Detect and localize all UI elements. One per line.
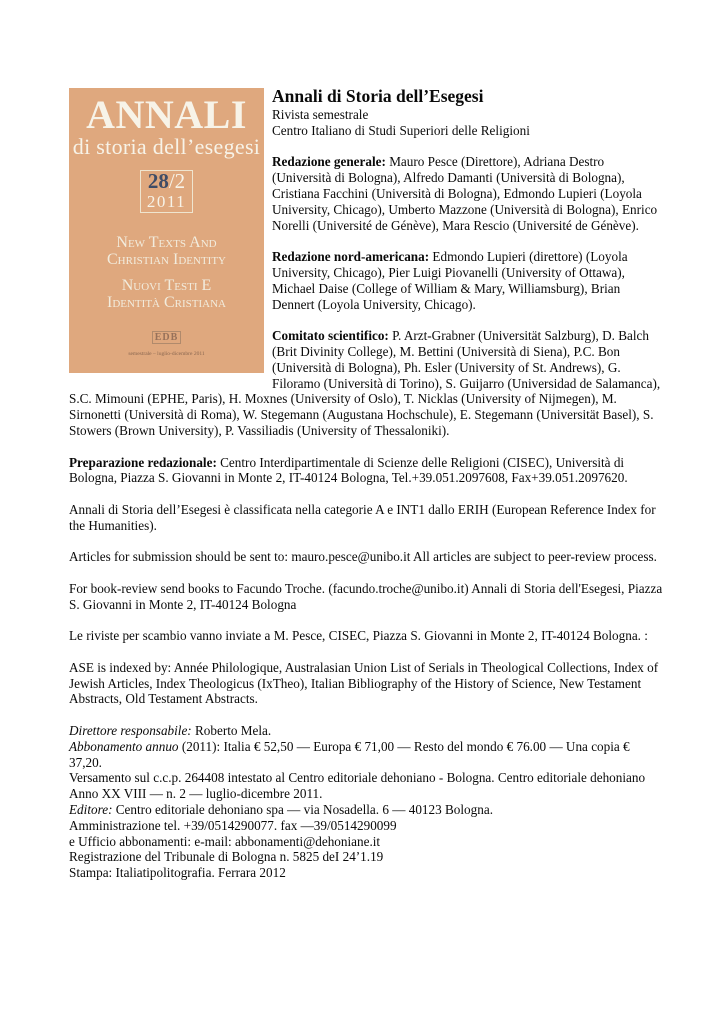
paragraph-label-comitato-scientifico: Comitato scientifico: [272, 328, 389, 344]
paragraph-text-preparazione-redazionale: Centro Interdipartimentale di Scienze delle Religioni (CISEC), Università di Bologna, Piazza S. Giovanni in Monte 2, IT-40124 Bologna, Tel.+39.051.2097608, Fax+39.051.2097620. [69, 454, 628, 486]
colophon-versamento: Versamento sul c.c.p. 264408 intestato al Centro editoriale dehoniano - Bologna. Centro editoriale dehoniano [69, 770, 646, 786]
paragraph-label-redazione-generale: Redazione generale: [272, 154, 386, 170]
journal-title: Annali di Storia dell’Esegesi [272, 86, 484, 106]
cover-issue-line [147, 171, 186, 192]
paragraph-erih-classification: Annali di Storia dell’Esegesi è classificata nella categorie A e INT1 dallo ERIH (European Reference Index for the Humanities). [69, 501, 656, 533]
paragraph-book-review: For book-review send books to Facundo Troche. (facundo.troche@unibo.it) Annali di Storia dell'Esegesi, Piazza S. Giovanni in Monte 2, IT-40124 Bologna [69, 580, 663, 612]
colophon-ufficio-abbonamenti: e Ufficio abbonamenti: e-mail: abbonamenti@dehoniane.it [69, 833, 381, 849]
paragraph-riviste-scambio: Le riviste per scambio vanno inviate a M. Pesce, CISEC, Piazza S. Giovanni in Monte 2, IT-40124 Bologna. : [69, 628, 648, 644]
colophon-anno: Anno XX VIII — n. 2 — luglio-dicembre 2011. [69, 786, 323, 802]
cover-theme-english-line2: Christian Identity [107, 250, 226, 268]
colophon-stampa: Stampa: Italiatipolitografia. Ferrara 2012 [69, 865, 286, 881]
colophon-label-direttore: Direttore responsabile: [69, 723, 192, 739]
journal-subtitle-frequency: Rivista semestrale [272, 107, 369, 122]
cover-issue-number: 28 [147, 169, 169, 194]
paragraph-article-submission: Articles for submission should be sent to: mauro.pesce@unibo.it All articles are subject to peer-review process. [69, 549, 657, 565]
cover-masthead: ANNALI [86, 92, 247, 137]
publisher-logo-edb: EDB [152, 331, 182, 344]
journal-subtitle-institution: Centro Italiano di Studi Superiori delle Religioni [272, 122, 530, 138]
paragraph-text-redazione-generale: Mauro Pesce (Direttore), Adriana Destro (Università di Bologna), Alfredo Damanti (Università di Bologna), Cristiana Facchini (Università di Bologna), Edmondo Lupieri (Loyola University, Chicago), Umberto Mazzone (Università di Bologna), Enrico Norelli (Université de Génève), Mara Rescio (Université de Génève). [272, 154, 658, 233]
paragraph-indexing: ASE is indexed by: Année Philologique, Australasian Union List of Serials in Theological Collections, Index of Jewish Articles, Index Theologicus (IxTheo), Italian Bibliography of the History of Science, New Testament Abstracts, Old Testament Abstracts. [69, 659, 659, 707]
colophon-editore [69, 802, 663, 818]
colophon-abbonamento [69, 739, 663, 771]
paragraph-preparazione-redazionale [69, 455, 663, 487]
cover-theme-italian-line2: Identità Cristiana [107, 293, 226, 311]
paragraph-text-comitato-scientifico: P. Arzt-Grabner (Universität Salzburg), D. Balch (Brit Divinity College), M. Bettini (Università di Siena), P.C. Bon (Università di Bologna), Ph. Esler (University of St. Andrews), G. Filoramo (Università di Torino), S. Guijarro (Universidad de Salamanca), S.C. Mimouni (EPHE, Paris), H. Moxnes (University of Oslo), T. Nicklas (University of Nijmegen), M. Sirnonetti (Università di Roma), W. Stegemann (Augustana Hochschule), E. Stegemann (Universität Basel), S. Stowers (Brown University), P. Vassiliadis (University of Thessaloniki). [69, 328, 661, 438]
cover-theme-italian-line1: Nuovi Testi E [121, 276, 212, 294]
cover-theme-english [69, 234, 264, 268]
cover-issue-part: /2 [168, 169, 186, 194]
cover-issue-year: 2011 [146, 191, 187, 211]
colophon-label-abbonamento: Abbonamento annuo [69, 738, 179, 754]
cover-footer [69, 328, 264, 362]
colophon-registrazione: Registrazione del Tribunale di Bologna n. 5825 deI 24’1.19 [69, 849, 384, 865]
cover-theme-italian [69, 277, 264, 311]
colophon-text-direttore: Roberto Mela. [191, 723, 272, 739]
cover-issue-box [140, 170, 193, 213]
paragraph-text-redazione-nord-americana: Edmondo Lupieri (direttore) (Loyola University, Chicago), Pier Luigi Piovanelli (University of Ottawa), Michael Daise (College of William & Mary, Williamsburg), Brian Dennert (Loyola University, Chicago). [272, 249, 628, 312]
paragraph-label-preparazione-redazionale: Preparazione redazionale: [69, 454, 217, 470]
colophon-text-editore: Centro editoriale dehoniano spa — via Nosadella. 6 — 40123 Bologna. [112, 802, 493, 818]
colophon [69, 723, 663, 881]
cover-masthead-subtitle: di storia dell’esegesi [72, 134, 261, 159]
colophon-amministrazione: Amministrazione tel. +39/0514290077. fax —39/0514290099 [69, 817, 397, 833]
cover-theme-english-line1: New Texts And [116, 233, 217, 251]
colophon-label-editore: Editore: [69, 802, 113, 818]
journal-cover [69, 88, 264, 373]
colophon-direttore [69, 723, 663, 739]
cover-imprint: semestrale – luglio-dicembre 2011 [128, 350, 205, 357]
colophon-text-abbonamento: (2011): Italia € 52,50 — Europa € 71,00 — Resto del mondo € 76.00 — Una copia € 37,20. [69, 738, 630, 770]
paragraph-label-redazione-nord-americana: Redazione nord-americana: [272, 249, 430, 265]
